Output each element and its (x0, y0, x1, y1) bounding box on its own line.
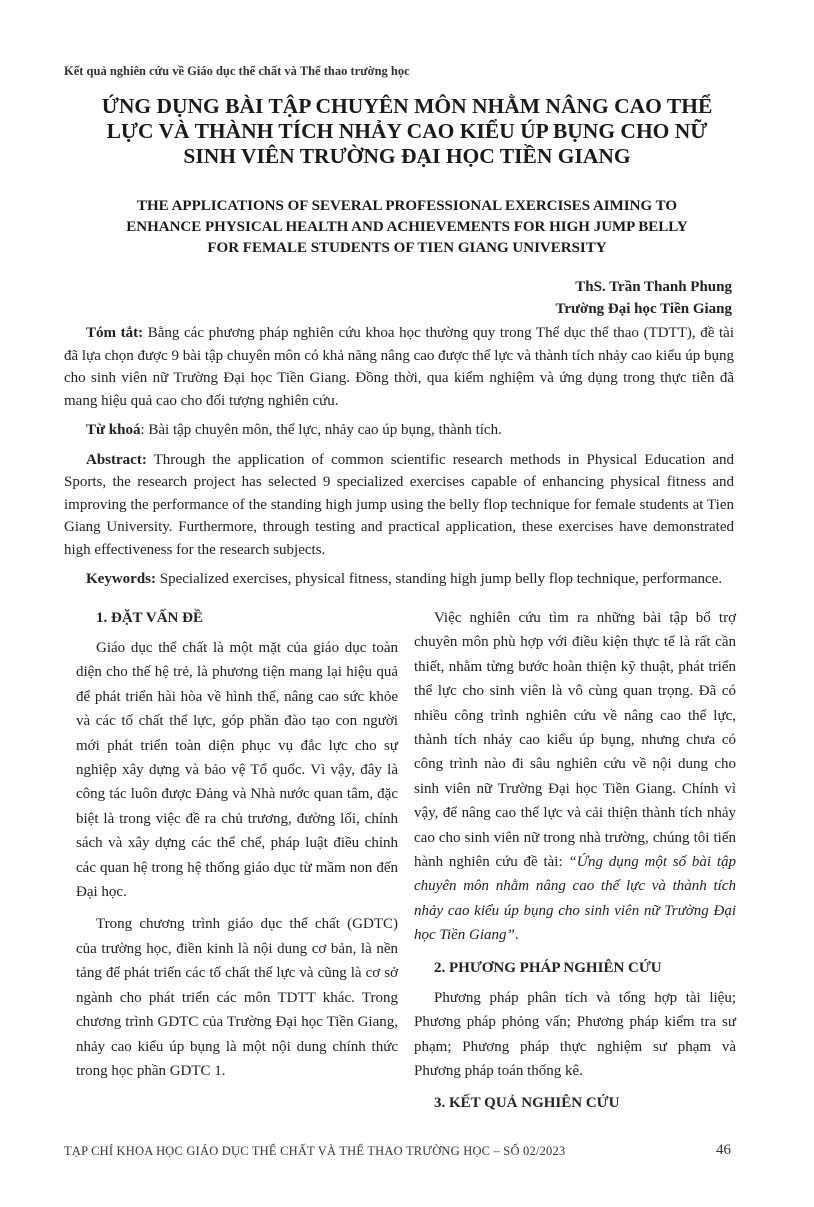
section-2-paragraph: Phương pháp phân tích và tổng hợp tài liệu; Phương pháp phỏng vấn; Phương pháp kiểm tra sư phạm; Phương pháp thực nghiệm sư phạm và Phương pháp toán thống kê. (414, 989, 736, 1079)
section-2-heading: 2. PHƯƠNG PHÁP NGHIÊN CỨU (434, 959, 662, 976)
right-column (414, 606, 736, 1121)
keywords-vi-label: Từ khoá (86, 422, 141, 438)
title-english (40, 196, 774, 259)
title-vi-line: ỨNG DỤNG BÀI TẬP CHUYÊN MÔN NHẰM NÂNG CAO THỂ (101, 94, 713, 118)
title-en-line: ENHANCE PHYSICAL HEALTH AND ACHIEVEMENTS FOR HIGH JUMP BELLY (126, 219, 688, 235)
left-column (76, 606, 398, 1091)
keywords-en-label: Keywords: (86, 571, 156, 587)
paragraph-text: Việc nghiên cứu tìm ra những bài tập bổ trợ chuyên môn phù hợp với điều kiện thực tế là rất cần thiết, nhằm từng bước hoàn thiện kỹ thuật, phát triển thể lực cho sinh viên là vô cùng quan trọng. Đã có nhiều công trình nghiên cứu về nâng cao thể lực, thành tích nhảy cao kiểu úp bụng, nhưng chưa có công trình nào đi sâu nghiên cứu về nội dung cho sinh viên nữ Trường Đại học Tiền Giang. Chính vì vậy, để nâng cao thể lực và cải thiện thành tích nhảy cao cho sinh viên nữ trong nhà trường, chúng tôi tiến hành nghiên cứu đề tài: (414, 610, 736, 871)
abstract-en (64, 449, 734, 562)
keywords-en-text: Specialized exercises, physical fitness, standing high jump belly flop technique, performance. (156, 571, 723, 587)
author-name: ThS. Trần Thanh Phung (575, 279, 732, 295)
section-1-paragraph: Giáo dục thể chất là một mặt của giáo dục toàn diện cho thế hệ trẻ, là phương tiện mang lại hiệu quả để phát triển hài hòa về hình thể, nâng cao sức khỏe và các tố chất thể lực, góp phần đào tạo con người mới phát triển toàn diện phục vụ đắc lực cho sự nghiệp xây dựng và bảo vệ Tổ quốc. Vì vậy, đây là công tác luôn được Đảng và Nhà nước quan tâm, đặc biệt là trong việc đề ra chủ trương, đường lối, chính sách và xây dựng các thể chế, pháp luật điều chỉnh các quan hệ trong hệ thống giáo dục từ mầm non đến Đại học. (76, 640, 398, 901)
keywords-en (64, 568, 734, 591)
title-en-line: FOR FEMALE STUDENTS OF TIEN GIANG UNIVERSITY (207, 240, 607, 256)
research-title-quote: “Ứng dụng một số bài tập chuyên môn nhằm nâng cao thể lực và thành tích nhảy cao kiểu úp bụng cho sinh viên nữ Trường Đại học Tiền Giang” (414, 854, 737, 944)
section-1-paragraph (414, 606, 736, 948)
title-vietnamese (40, 94, 774, 169)
abstract-vi-text: Bằng các phương pháp nghiên cứu khoa học thường quy trong Thể dục thể thao (TDTT), đề tài đã lựa chọn được 9 bài tập chuyên môn có khả năng nâng cao được thể lực và thành tích nhảy cao kiểu úp bụng cho sinh viên nữ Trường Đại học Tiền Giang. Đồng thời, qua kiểm nghiệm và ứng dụng trong thực tiễn đã mang hiệu quả cao cho đối tượng nghiên cứu. (64, 325, 734, 409)
section-1-heading: 1. ĐẶT VẤN ĐỀ (96, 610, 203, 626)
page-number: 46 (716, 1142, 731, 1158)
section-3-heading: 3. KẾT QUẢ NGHIÊN CỨU (434, 1095, 620, 1112)
author-affiliation: Trường Đại học Tiền Giang (555, 301, 732, 317)
author-block (555, 276, 732, 320)
title-vi-line: LỰC VÀ THÀNH TÍCH NHẢY CAO KIỂU ÚP BỤNG CHO NỮ (106, 119, 708, 143)
abstract-vi-label: Tóm tắt: (86, 325, 144, 341)
keywords-vi-text: : Bài tập chuyên môn, thể lực, nhảy cao úp bụng, thành tích. (140, 422, 502, 438)
keywords-vi (64, 419, 734, 442)
journal-footer: TẠP CHÍ KHOA HỌC GIÁO DỤC THỂ CHẤT VÀ THỂ THAO TRƯỜNG HỌC – SỐ 02/2023 (64, 1144, 566, 1158)
abstract-vi (64, 322, 734, 412)
abstract-en-label: Abstract: (86, 451, 147, 468)
title-vi-line: SINH VIÊN TRƯỜNG ĐẠI HỌC TIỀN GIANG (183, 144, 631, 168)
paragraph-end: . (514, 927, 519, 944)
section-1-paragraph: Trong chương trình giáo dục thể chất (GDTC) của trường học, điền kinh là nội dung cơ bản, là nền tảng để phát triển các tố chất thể lực và cũng là cơ sở ngành cho phát triển các môn TDTT khác. Trong chương trình GDTC của Trường Đại học Tiền Giang, nhảy cao kiểu úp bụng là một nội dung chính thức trong học phần GDTC 1. (76, 916, 398, 1079)
abstract-section (64, 322, 734, 598)
running-header: Kết quả nghiên cứu về Giáo dục thể chất và Thể thao trường học (64, 64, 410, 78)
abstract-en-text: Through the application of common scientific research methods in Physical Education and Sports, the research project has selected 9 specialized exercises capable of enhancing physical fitness and improving the performance of the standing high jump using the belly flop technique for female students at Tien Giang University. Furthermore, through testing and practical application, these exercises have demonstrated high effectiveness for the research subjects. (64, 451, 734, 558)
title-en-line: THE APPLICATIONS OF SEVERAL PROFESSIONAL EXERCISES AIMING TO (137, 198, 677, 214)
